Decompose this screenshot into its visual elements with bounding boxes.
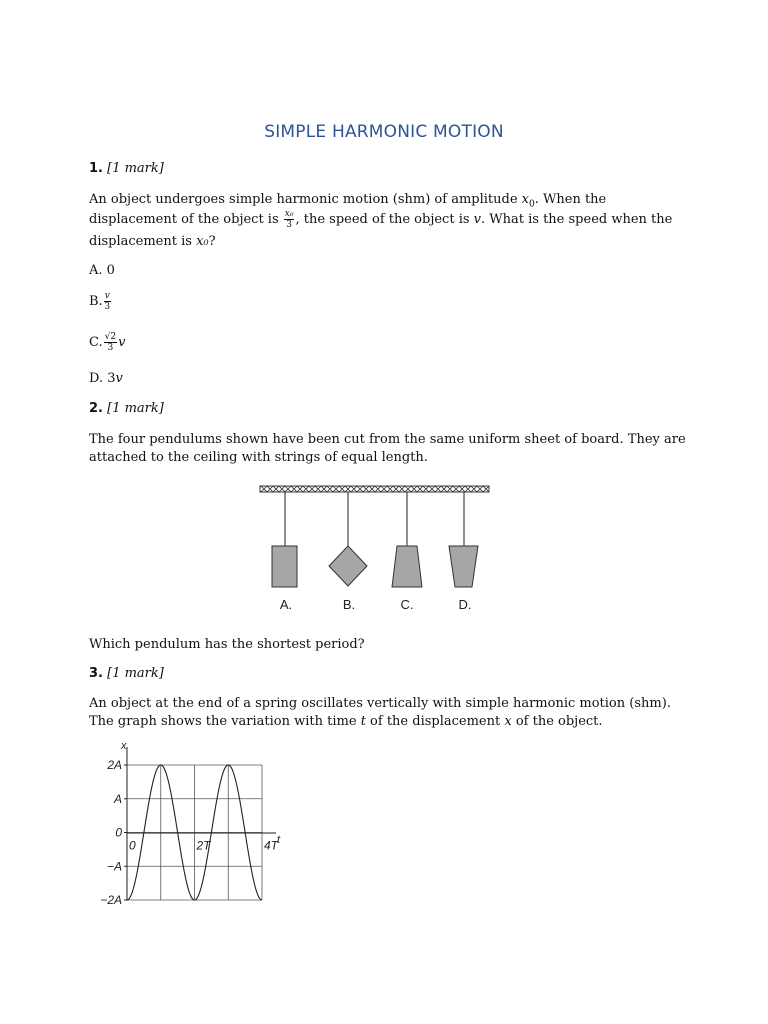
page-title: SIMPLE HARMONIC MOTION <box>264 122 504 142</box>
q1-text-part2: . When the <box>534 192 607 207</box>
q1-option-d-coef: 3 <box>107 371 116 386</box>
y-tick-label: 2A <box>107 758 122 772</box>
y-tick-label: 0 <box>115 825 122 840</box>
q3-line1: An object at the end of a spring oscillates vertically with simple harmonic motion (shm). <box>89 696 671 711</box>
q3-text-line2b: of the displacement <box>365 714 505 729</box>
q1-marks: [1 mark] <box>107 161 164 176</box>
q1-option-c-fraction <box>104 332 117 353</box>
q1-line3 <box>89 233 689 251</box>
q1-option-a[interactable] <box>89 263 115 278</box>
q1-option-d-var: v <box>115 371 123 386</box>
y-tick-label: A <box>113 791 122 806</box>
q1-amp-subscript: 0 <box>529 199 535 210</box>
q2-header <box>89 401 164 416</box>
pendulum-c-trapezoid <box>392 546 422 587</box>
q1-option-b-den: 3 <box>104 302 111 312</box>
q1-number: 1. <box>89 161 103 176</box>
q3-text-line2a: The graph shows the variation with time <box>89 714 361 729</box>
q2-line1: The four pendulums shown have been cut from the same uniform sheet of board. They are <box>89 432 686 447</box>
q1-option-d-label: D. <box>89 371 104 386</box>
q1-option-a-label: A. <box>89 263 103 278</box>
q3-text-line2c: of the object. <box>511 714 603 729</box>
q1-option-c-suffix: v <box>118 335 126 350</box>
ceiling-support <box>260 486 489 492</box>
q3-marks: [1 mark] <box>107 666 164 681</box>
q1-text-line3b: ? <box>208 234 216 249</box>
q3-x-symbol: x <box>504 714 512 729</box>
q1-option-c-den: 3 <box>107 343 114 353</box>
q1-option-b[interactable] <box>89 291 112 312</box>
q3-header <box>89 666 164 681</box>
pendulum-a-rectangle <box>272 546 297 587</box>
q1-text-part1: An object undergoes simple harmonic motion (shm) of amplitude <box>89 192 522 207</box>
q1-frac-num: x₀ <box>284 209 294 219</box>
q1-line2 <box>89 209 689 230</box>
q3-number: 3. <box>89 666 103 681</box>
q1-text-line2c: . What is the speed when the <box>481 212 673 227</box>
y-tick-labels <box>100 758 127 907</box>
q1-text-line2a: displacement of the object is <box>89 212 283 227</box>
q1-x0-symbol: x₀ <box>196 234 209 249</box>
pendulum-b-diamond <box>329 546 367 586</box>
q1-option-a-value: 0 <box>106 263 115 278</box>
x-axis-label: t <box>277 834 281 846</box>
q1-option-c-label: C. <box>89 335 103 350</box>
y-axis-label: x <box>121 740 127 752</box>
displacement-time-graph <box>88 735 298 915</box>
y-tick-label: −A <box>106 859 122 874</box>
q1-option-c[interactable] <box>89 332 125 353</box>
pendulum-label-b: B. <box>342 597 356 612</box>
q1-option-d[interactable] <box>89 371 123 386</box>
q1-amp-symbol: x <box>521 192 530 207</box>
x-tick-label: 4T <box>264 838 279 853</box>
pendulum-label-a: A. <box>279 597 293 612</box>
q1-option-c-num: √2 <box>104 332 117 342</box>
x-tick-label: 2T <box>196 838 211 853</box>
pendulum-diagram <box>255 480 495 620</box>
q1-v-symbol: v <box>473 212 482 227</box>
x-tick-label: 0 <box>129 838 136 853</box>
q1-option-b-fraction <box>104 291 111 312</box>
q1-text-line3a: displacement is <box>89 234 197 249</box>
pendulum-d-trapezoid <box>449 546 478 587</box>
q1-frac-den: 3 <box>286 220 292 230</box>
q1-option-b-label: B. <box>89 294 103 309</box>
q2-line2: attached to the ceiling with strings of equal length. <box>89 450 428 465</box>
q3-line2 <box>89 713 689 731</box>
q2-marks: [1 mark] <box>107 401 164 416</box>
q1-text-line2b: , the speed of the object is <box>295 212 474 227</box>
y-tick-label: −2A <box>100 893 122 907</box>
q2-question: Which pendulum has the shortest period? <box>89 637 365 652</box>
q1-header <box>89 161 164 176</box>
q2-number: 2. <box>89 401 103 416</box>
pendulum-label-c: C. <box>400 597 414 612</box>
q3-t-symbol: t <box>360 714 366 729</box>
x-tick-labels <box>129 839 280 853</box>
pendulum-label-d: D. <box>458 597 472 612</box>
q1-option-b-num: v <box>104 291 110 301</box>
q1-fraction <box>284 209 295 230</box>
